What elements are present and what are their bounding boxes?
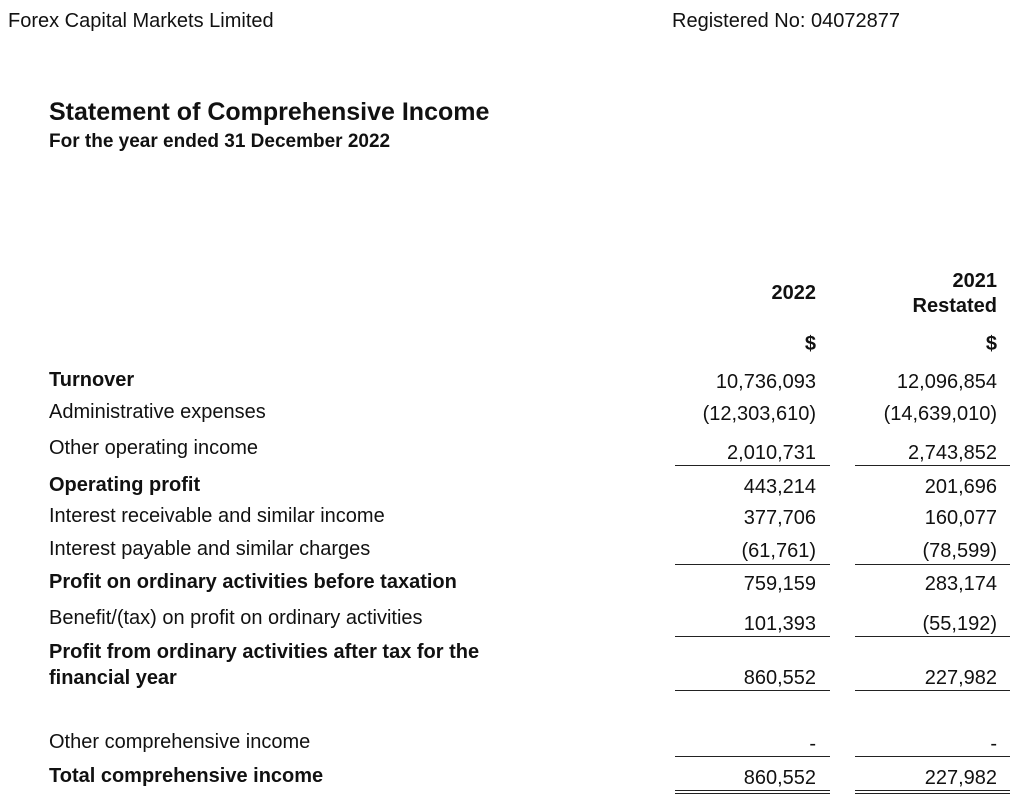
- value-2022-operating-profit: 443,214: [743, 476, 816, 498]
- row-label-profit-after-tax: Profit from ordinary activities after tax for the: [49, 641, 480, 663]
- row-label-turnover: Turnover: [49, 369, 135, 391]
- value-2022-turnover: 10,736,093: [715, 371, 816, 393]
- value-2021-other-comprehensive-income: -: [990, 733, 997, 755]
- value-2022-administrative-expenses: (12,303,610): [702, 403, 816, 425]
- value-2021-profit-after-tax: 227,982: [924, 667, 997, 689]
- value-2022-profit-after-tax: 860,552: [743, 667, 816, 689]
- value-2022-other-comprehensive-income: -: [809, 733, 816, 755]
- value-2021-interest-receivable: 160,077: [924, 507, 997, 529]
- double-total-rule-2022: [675, 790, 830, 794]
- row-label-tax-on-profit: Benefit/(tax) on profit on ordinary activities: [49, 607, 423, 629]
- row-label-profit-before-taxation: Profit on ordinary activities before taxation: [49, 571, 457, 593]
- column-header-2022: 2022: [771, 282, 816, 304]
- value-2021-interest-payable: (78,599): [922, 540, 997, 562]
- subtotal-rule-2021: [855, 756, 1010, 757]
- value-2021-other-operating-income: 2,743,852: [908, 442, 997, 464]
- row-label-total-comprehensive-income: Total comprehensive income: [49, 765, 324, 787]
- registered-number: Registered No: 04072877: [672, 10, 900, 32]
- row-label-profit-after-tax-line2: financial year: [49, 667, 177, 689]
- row-label-administrative-expenses: Administrative expenses: [49, 401, 266, 423]
- subtotal-rule-2022: [675, 636, 830, 637]
- value-2021-administrative-expenses: (14,639,010): [883, 403, 997, 425]
- value-2022-total-comprehensive-income: 860,552: [743, 767, 816, 789]
- value-2022-tax-on-profit: 101,393: [743, 613, 816, 635]
- currency-2021: $: [985, 333, 997, 355]
- row-label-other-operating-income: Other operating income: [49, 437, 259, 459]
- row-label-interest-payable: Interest payable and similar charges: [49, 538, 371, 560]
- subtotal-rule-2022: [675, 465, 830, 466]
- total-rule-2022: [675, 690, 830, 691]
- row-label-interest-receivable: Interest receivable and similar income: [49, 505, 385, 527]
- total-rule-2021: [855, 690, 1010, 691]
- value-2022-other-operating-income: 2,010,731: [727, 442, 816, 464]
- value-2021-total-comprehensive-income: 227,982: [924, 767, 997, 789]
- value-2022-profit-before-taxation: 759,159: [743, 573, 816, 595]
- row-label-operating-profit: Operating profit: [49, 474, 201, 496]
- currency-2022: $: [804, 333, 816, 355]
- column-header-2021: 2021: [952, 270, 997, 292]
- subtotal-rule-2021: [855, 636, 1010, 637]
- value-2021-turnover: 12,096,854: [896, 371, 997, 393]
- statement-title: Statement of Comprehensive Income: [49, 98, 490, 126]
- statement-subtitle: For the year ended 31 December 2022: [49, 131, 391, 152]
- subtotal-rule-2022: [675, 756, 830, 757]
- column-header-restated: Restated: [912, 295, 997, 317]
- subtotal-rule-2022: [675, 564, 830, 565]
- value-2021-profit-before-taxation: 283,174: [924, 573, 997, 595]
- value-2021-tax-on-profit: (55,192): [922, 613, 997, 635]
- value-2022-interest-receivable: 377,706: [743, 507, 816, 529]
- value-2021-operating-profit: 201,696: [924, 476, 997, 498]
- row-label-other-comprehensive-income: Other comprehensive income: [49, 731, 311, 753]
- double-total-rule-2021: [855, 790, 1010, 794]
- subtotal-rule-2021: [855, 564, 1010, 565]
- company-name: Forex Capital Markets Limited: [8, 10, 274, 32]
- subtotal-rule-2021: [855, 465, 1010, 466]
- value-2022-interest-payable: (61,761): [741, 540, 816, 562]
